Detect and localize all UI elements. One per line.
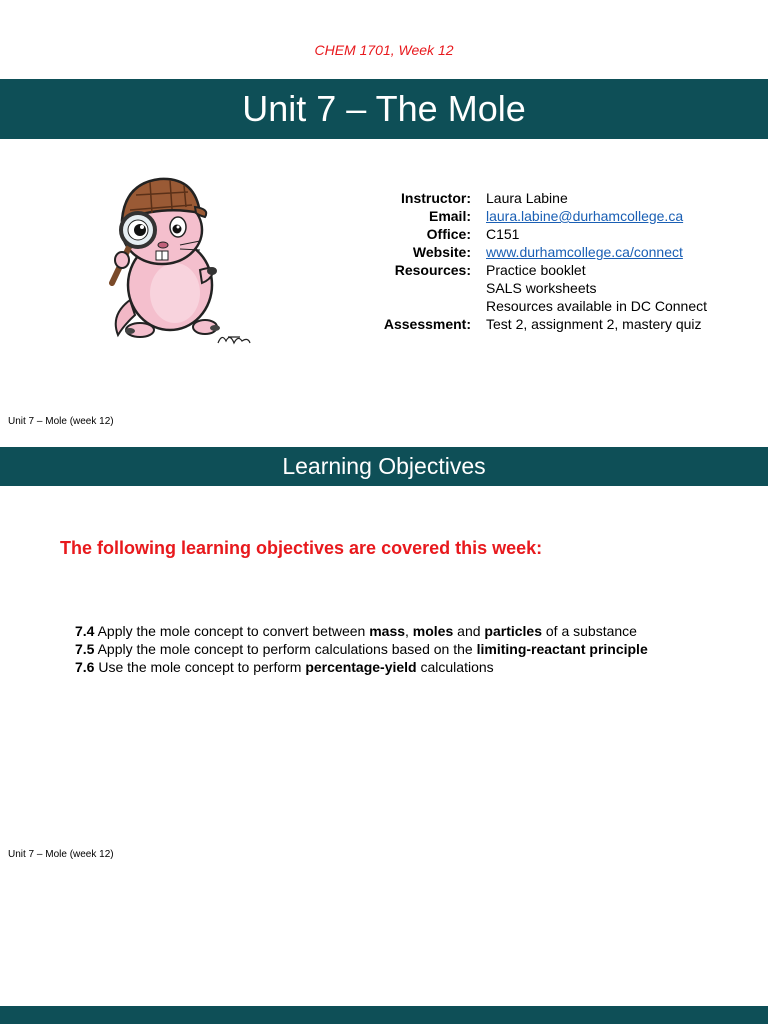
objective-text: and (453, 623, 485, 639)
info-row (340, 189, 707, 207)
course-header: CHEM 1701, Week 12 (314, 42, 454, 58)
info-link[interactable]: laura.labine@durhamcollege.ca (486, 208, 684, 224)
objective-text: Use the mole concept to perform (94, 659, 306, 675)
info-row (340, 225, 707, 243)
objective-text: calculations (416, 659, 494, 675)
info-row (340, 297, 707, 315)
info-label: Assessment: (383, 316, 471, 332)
objective-item (75, 658, 648, 676)
info-value: SALS worksheets (486, 280, 597, 296)
objective-item (75, 640, 648, 658)
info-value: Resources available in DC Connect (486, 298, 707, 314)
info-label: Instructor: (401, 190, 471, 206)
next-slide-banner (0, 1006, 768, 1024)
info-value: Practice booklet (486, 262, 586, 278)
objective-number: 7.4 (75, 623, 95, 639)
info-value: Test 2, assignment 2, mastery quiz (486, 316, 702, 332)
info-label: Website: (412, 244, 471, 260)
slide-footer: Unit 7 – Mole (week 12) (8, 849, 114, 860)
info-label (340, 279, 486, 297)
objective-number: 7.6 (75, 659, 95, 675)
objectives-intro: The following learning objectives are covered this week: (60, 538, 543, 558)
objective-item (75, 622, 648, 640)
objective-keyword: particles (484, 623, 542, 639)
mole-detective-illustration (100, 165, 270, 355)
objective-number: 7.5 (75, 641, 95, 657)
info-label: Office: (426, 226, 471, 242)
slide-footer: Unit 7 – Mole (week 12) (8, 416, 114, 427)
objectives-title: Learning Objectives (282, 453, 486, 479)
slide-title: Unit 7 – The Mole (242, 88, 526, 129)
objective-text: Apply the mole concept to convert between (94, 623, 370, 639)
objectives-banner (0, 447, 768, 486)
info-link[interactable]: www.durhamcollege.ca/connect (486, 244, 683, 260)
info-row (340, 261, 707, 279)
info-row (340, 315, 707, 333)
info-row (340, 279, 707, 297)
objective-keyword: mass (369, 623, 406, 639)
objective-keyword: percentage-yield (305, 659, 417, 675)
objective-text: , (405, 623, 413, 639)
info-label: Email: (428, 208, 471, 224)
course-info-table (340, 189, 707, 333)
info-row (340, 207, 707, 225)
info-row (340, 243, 707, 261)
info-label (340, 297, 486, 315)
info-value: C151 (486, 226, 520, 242)
info-label: Resources: (394, 262, 471, 278)
objective-text: Apply the mole concept to perform calculations based on the (94, 641, 477, 657)
objective-text: of a substance (542, 623, 637, 639)
objective-keyword: moles (412, 623, 454, 639)
objective-keyword: limiting-reactant principle (476, 641, 648, 657)
info-value: Laura Labine (486, 190, 568, 206)
slide-title-banner (0, 79, 768, 139)
objectives-list (75, 622, 648, 676)
